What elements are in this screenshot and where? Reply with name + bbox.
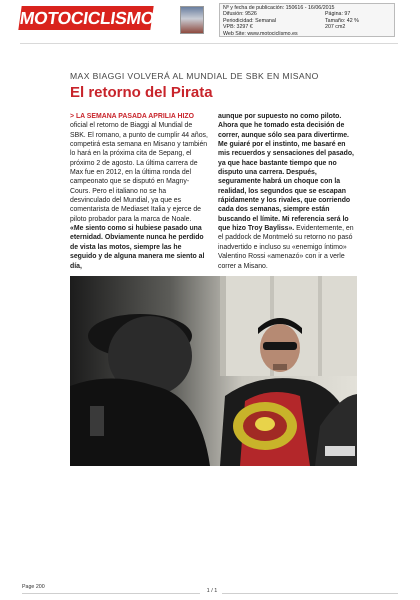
footer-divider-left: [22, 593, 200, 594]
pub-info-row: VPB: 3297 € 207 cm2: [223, 24, 346, 31]
article-column-2: [218, 112, 358, 271]
article-lead: > LA SEMANA PASADA APRILIA HIZO: [70, 113, 194, 120]
footer-divider-right: [222, 593, 398, 594]
pub-info-row: Nº y fecha de publicación: 150616 - 16/06/2015: [223, 5, 335, 11]
article-photo: [70, 276, 357, 466]
article-column-1: [70, 112, 208, 271]
publication-info-box: [219, 3, 395, 37]
page-count: 1 / 1: [206, 588, 218, 594]
page-label: Page 200: [22, 584, 45, 590]
article-quote: «Me siento como si hubiese pasado una eternidad. Obviamente nunca he perdido de vista las motos, siempre las he seguido y de alguna manera me siento al día,: [70, 225, 205, 270]
article-headline: El retorno del Pirata: [70, 84, 213, 101]
pub-info-row: Web Site: www.motociclismo.es: [223, 30, 298, 37]
header-divider: [20, 43, 398, 44]
cover-thumbnail: [180, 6, 204, 34]
pub-info-row: Periodicidad: Semanal Tamaño: 42 %: [223, 17, 359, 24]
page-header: [0, 0, 420, 44]
motociclismo-logo: MOTOCICLISMO: [18, 8, 156, 28]
pub-info-row: Difusión: 9526 Página: 97: [223, 11, 351, 18]
rider-photo-illustration: [70, 276, 357, 466]
article-kicker: MAX BIAGGI VOLVERÁ AL MUNDIAL DE SBK EN MISANO: [70, 71, 319, 81]
article-quote: aunque por supuesto no como piloto. Ahora que he tomado esta decisión de correr, aunque sólo sea para divertirme. Me guiaré por el instinto, me basaré en mis recuerdos y sensaciones del pasado, ya que hace bastante tiempo que no disputo una carrera. Después, seguramente habrá un choque con la realidad, los segundos que se escapan rápidamente y los rivales, que corriendo cada dos semanas, siempre están buscando el límite. Mi referencia será lo que hizo Troy Bayliss».: [218, 113, 354, 233]
article-paragraph: > LA SEMANA PASADA APRILIA HIZO oficial el retorno de Biaggi al Mundial de SBK. El romano, a punto de cumplir 44 años, competirá esta semana en Misano y también lo hará en la próxima cita de Sepang, el próximo 2 de agosto. La última carrera de Max fue en 2012, en la última ronda del campeonato que se disputó en Magny-Cours. Pero el italiano no se ha desvinculado del Mundial, ya que es comentarista de Mediaset Italia y ejerce de piloto probador para la marca de Noale.: [70, 113, 208, 223]
article-paragraph: aunque por supuesto no como piloto. Ahora que he tomado esta decisión de correr, aunque sólo sea para divertirme. Me guiaré por el instinto, me basaré en mis recuerdos y sensaciones del pasado, ya que hace bastante tiempo que no disputo una carrera. Después, seguramente habrá un choque con la realidad, los segundos que se escapan rápidamente y los rivales, que corriendo cada dos semanas, siempre están buscando el límite. Mi referencia será lo que hizo Troy Bayliss». Evidentemente, en el paddock de Montmeló su retorno no pasó inadvertido e incluso su «enemigo íntimo» Valentino Rossi «amenazó» con ir a verle correr a Misano.: [218, 113, 354, 270]
